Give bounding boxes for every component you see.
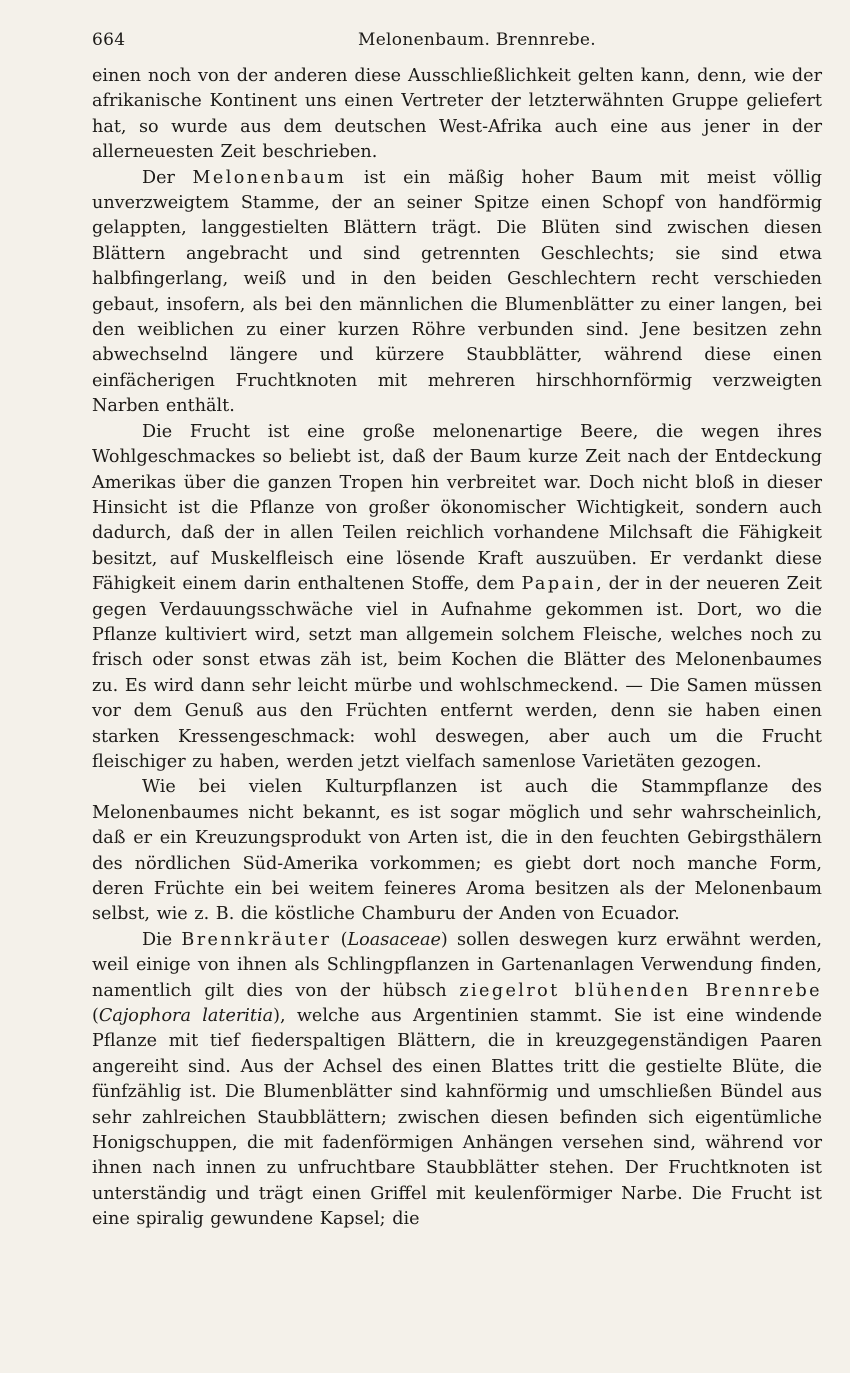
spaced-term: Papain	[521, 574, 597, 595]
text-run: Die	[142, 929, 182, 950]
running-title: Melonenbaum. Brennrebe.	[357, 30, 596, 50]
text-run: Wie bei vielen Kulturpflanzen ist auch die Stammpflanze des Melonenbaumes nicht bekannt, es ist sogar möglich und sehr wahrscheinlich, daß er ein Kreuzungsprodukt von Arten ist, die in den feuchten Gebirgsthälern des nördlichen Süd-Amerika vorkommen; es giebt dort noch manche Form, deren Früchte ein bei weitem feineres Aroma besitzen als der Melonenbaum selbst, wie z. B. die köstliche Chamburu der Anden von Ecuador.	[92, 777, 822, 925]
paragraph	[92, 420, 822, 776]
spaced-term: ziegelrot blühenden Brennrebe	[459, 980, 822, 1001]
paragraph	[92, 775, 822, 927]
page-number: 664	[92, 30, 126, 50]
text-run: einen noch von der anderen diese Ausschließlichkeit gelten kann, denn, wie der afrikanische Kontinent uns einen Vertreter der letzterwähnten Gruppe geliefert hat, so wurde aus dem deutschen West-Afrika auch eine aus jener in der allerneuesten Zeit beschrieben.	[92, 66, 822, 163]
text-run: ist ein mäßig hoher Baum mit meist völlig unverzweigtem Stamme, der an seiner Spitze einen Schopf von handförmig gelappten, langgestielten Blättern trägt. Die Blüten sind zwischen diesen Blättern angebracht und sind getrennten Geschlechts; sie sind etwa halbfingerlang, weiß und in den beiden Geschlechtern recht verschieden gebaut, insofern, als bei den männlichen die Blumenblätter zu einer langen, bei den weiblichen zu einer kurzen Röhre verbunden sind. Jene besitzen zehn abwechselnd längere und kürzere Staubblätter, während diese einen einfächerigen Fruchtknoten mit mehreren hirschhornförmig verzweigten Narben enthält.	[92, 167, 822, 417]
text-run: Die Frucht ist eine große melonenartige Beere, die wegen ihres Wohlgeschmackes so beliebt ist, daß der Baum kurze Zeit nach der Entdeckung Amerikas über die ganzen Tropen hin verbreitet war. Doch nicht bloß in dieser Hinsicht ist die Pflanze von großer ökonomischer Wichtigkeit, sondern auch dadurch, daß der in allen Teilen reichlich vorhandene Milchsaft die Fähigkeit besitzt, auf Muskelfleisch eine lösende Kraft auszuüben. Er verdankt diese Fähigkeit einem darin enthaltenen Stoffe, dem	[92, 421, 822, 595]
text-run: ), welche aus Argentinien stammt. Sie ist eine windende Pflanze mit tief fiederspaltigen Blättern, die in kreuzgegenständigen Paaren angereiht sind. Aus der Achsel des einen Blattes tritt die gestielte Blüte, die fünfzählig ist. Die Blumenblätter sind kahnförmig und umschließen Bündel aus sehr zahlreichen Staubblättern; zwischen diesen befinden sich eigentümliche Honigschuppen, die mit fadenförmigen Anhängen versehen sind, während vor ihnen nach innen zu unfruchtbare Staubblätter stehen. Der Fruchtknoten ist unterständig und trägt einen Griffel mit keulenförmiger Narbe. Die Frucht ist eine spiralig gewundene Kapsel; die	[92, 1006, 822, 1230]
running-head	[92, 30, 822, 64]
text-run: ) sollen deswegen kurz erwähnt werden, weil einige von ihnen als Schlingpflanzen in Gartenanlagen Verwendung finden, namentlich gilt dies von der hübsch	[92, 929, 822, 1001]
paragraph	[92, 64, 822, 166]
taxon-name: Loasaceae	[347, 929, 441, 950]
taxon-name: Cajophora lateritia	[98, 1006, 274, 1027]
paragraph	[92, 928, 822, 1233]
text-run: Der	[142, 167, 193, 188]
text-run: , der in der neueren Zeit gegen Verdauungsschwäche viel in Aufnahme gekommen ist. Dort, wo die Pflanze kultiviert wird, setzt man allgemein solchem Fleische, welches noch zu frisch oder sonst etwas zäh ist, beim Kochen die Blätter des Melonenbaumes zu. Es wird dann sehr leicht mürbe und wohlschmeckend. — Die Samen müssen vor dem Genuß aus den Früchten entfernt werden, denn sie haben einen starken Kressengeschmack: wohl deswegen, aber auch um die Frucht fleischiger zu haben, werden jetzt vielfach samenlose Varietäten gezogen.	[92, 574, 823, 772]
text-run: (	[92, 1006, 99, 1027]
spaced-term: Melonenbaum	[192, 167, 347, 188]
text-run: (	[331, 929, 348, 950]
paragraph	[92, 166, 822, 420]
spaced-term: Brennkräuter	[181, 929, 332, 950]
body-text	[92, 64, 822, 1233]
